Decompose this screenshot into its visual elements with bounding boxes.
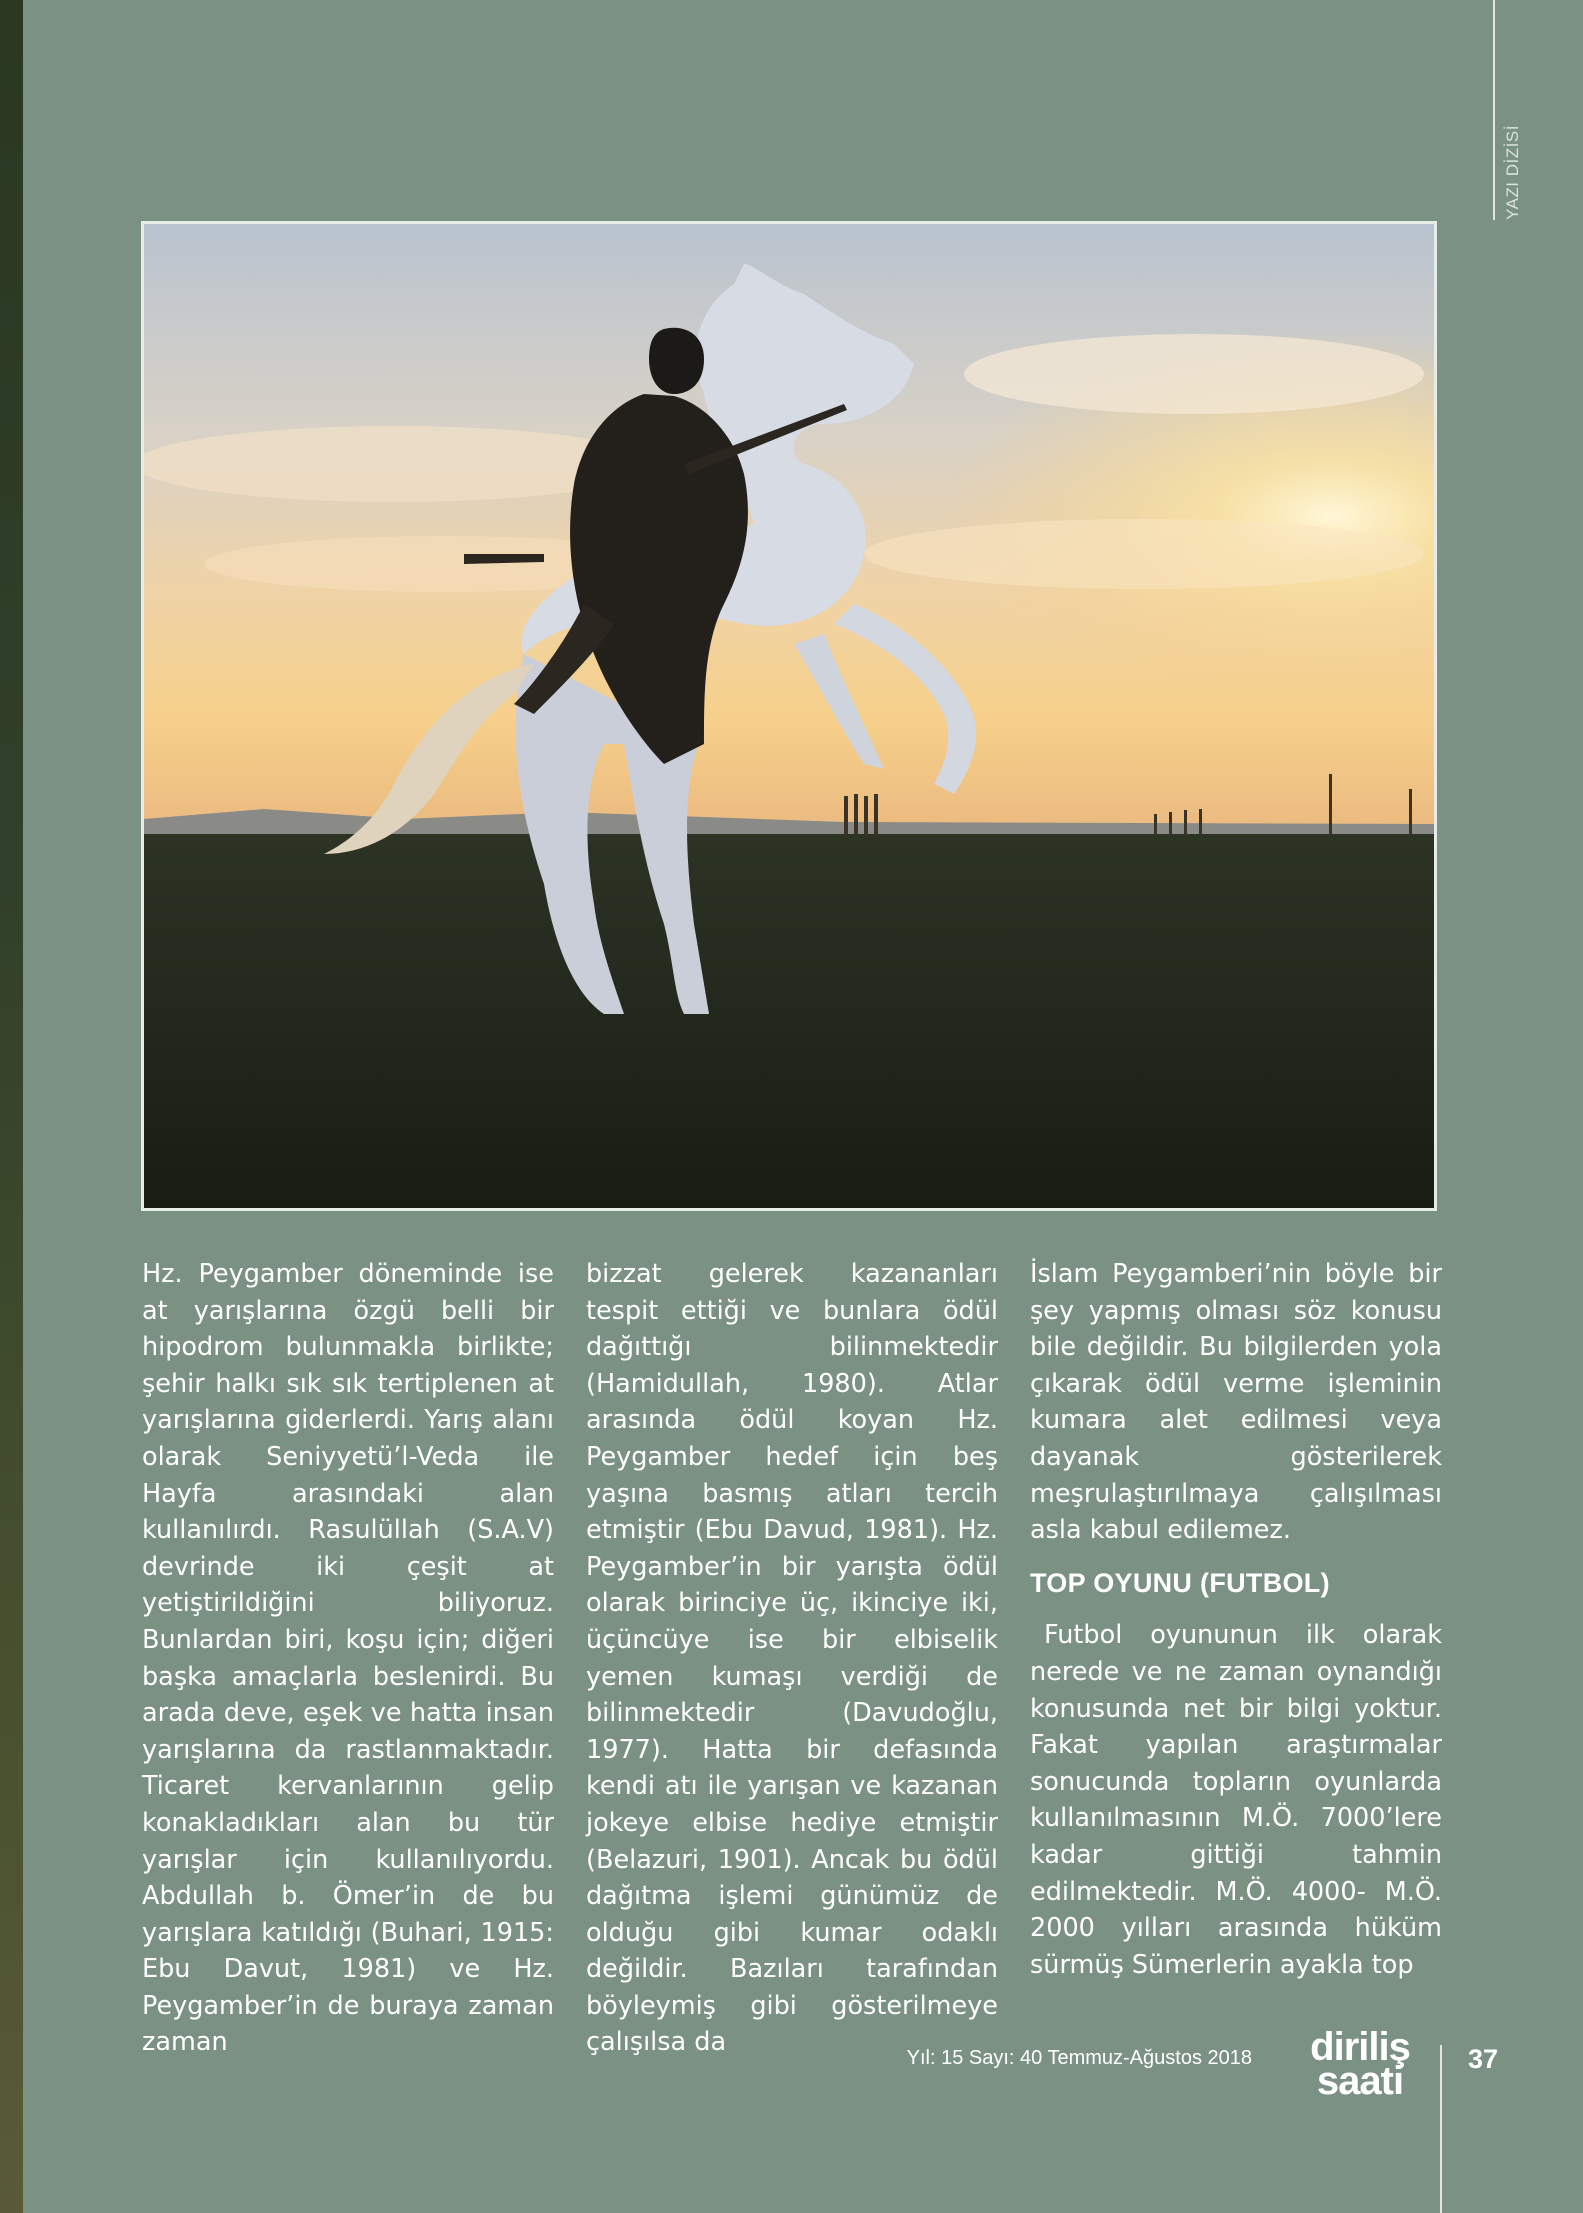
- column-1-text: Hz. Peygamber döneminde ise at yarışlarına özgü belli bir hipodrom bulunmakla birlikte; şehir halkı sık sık tertiplenen at yarışlarına giderlerdi. Yarış alanı olarak Seniyyetü’l-Veda ile Hayfa arasındaki alan kullanılırdı. Rasulüllah (S.A.V) devrinde iki çeşit at yetiştirildiğini biliyoruz. Bunlardan biri, koşu için; diğeri başka amaçlarla beslenirdi. Bu arada deve, eşek ve hatta insan yarışlarına da rastlanmaktadır. Ticaret kervanlarının gelip konakladıkları alan bu tür yarışlar için kullanılıyordu. Abdullah b. Ömer’in de bu yarışlara katıldığı (Buhari, 1915: Ebu Davut, 1981) ve Hz. Peygamber’in de buraya zaman zaman: [142, 1259, 554, 2058]
- section-label: YAZI DİZİSİ: [1503, 125, 1522, 220]
- divider-line-bottom: [1440, 2045, 1442, 2213]
- logo-line-1: diriliş: [1310, 2025, 1410, 2069]
- column-2-text: bizzat gelerek kazananları tespit ettiği ve bunlara ödül dağıttığı bilinmektedir (Hamidullah, 1980). Atlar arasında ödül koyan Hz. Peygamber hedef için beş yaşına basmış atları tercih etmiştir (Ebu Davud, 1981). Hz. Peygamber’in bir yarışta ödül olarak birinciye üç, ikinciye iki, üçüncüye ise bir elbiselik yemen kumaşı verdiği de bilinmektedir (Davudoğlu, 1977). Hatta bir defasında kendi atı ile yarışan ve kazanan jokeye elbise hediye etmiştir (Belazuri, 1901). Ancak bu ödül dağıtma işlemi günümüz de olduğu gibi kumar odaklı değildir. Bazıları tarafından böyleymiş gibi gösterilmeye çalışılsa da: [586, 1259, 998, 2058]
- text-column-2: [586, 1256, 998, 2061]
- text-column-3: [1030, 1256, 1442, 1983]
- horse-rider-photo: [141, 221, 1437, 1211]
- horse-rider-icon: [144, 224, 1434, 1208]
- issue-info: Yıl: 15 Sayı: 40 Temmuz-Ağustos 2018: [906, 2047, 1252, 2069]
- facing-page-edge: [0, 0, 23, 2213]
- magazine-logo: [1290, 2025, 1430, 2103]
- logo-line-2: saati: [1316, 2059, 1404, 2103]
- text-column-1: [142, 1256, 554, 2061]
- page-number: 37: [1468, 2044, 1499, 2074]
- column-3-paragraph-2: Futbol oyununun ilk olarak nerede ve ne zaman oynandığı konusunda net bir bilgi yoktur. Fakat yapılan araştırmalar sonucunda topların oyunlarda kullanılmasının M.Ö. 7000’lere kadar gittiği tahmin edilmektedir. M.Ö. 4000- M.Ö. 2000 yılları arasında hüküm sürmüş Sümerlerin ayakla top: [1030, 1620, 1442, 1980]
- divider-line-top: [1493, 0, 1495, 220]
- section-heading: TOP OYUNU (FUTBOL): [1030, 1567, 1330, 1598]
- column-3-paragraph-1: İslam Peygamberi’nin böyle bir şey yapmış olması söz konusu bile değildir. Bu bilgilerden yola çıkarak ödül verme işleminin kumara alet edilmesi veya dayanak gösterilerek meşrulaştırılmaya çalışılması asla kabul edilemez.: [1030, 1259, 1442, 1546]
